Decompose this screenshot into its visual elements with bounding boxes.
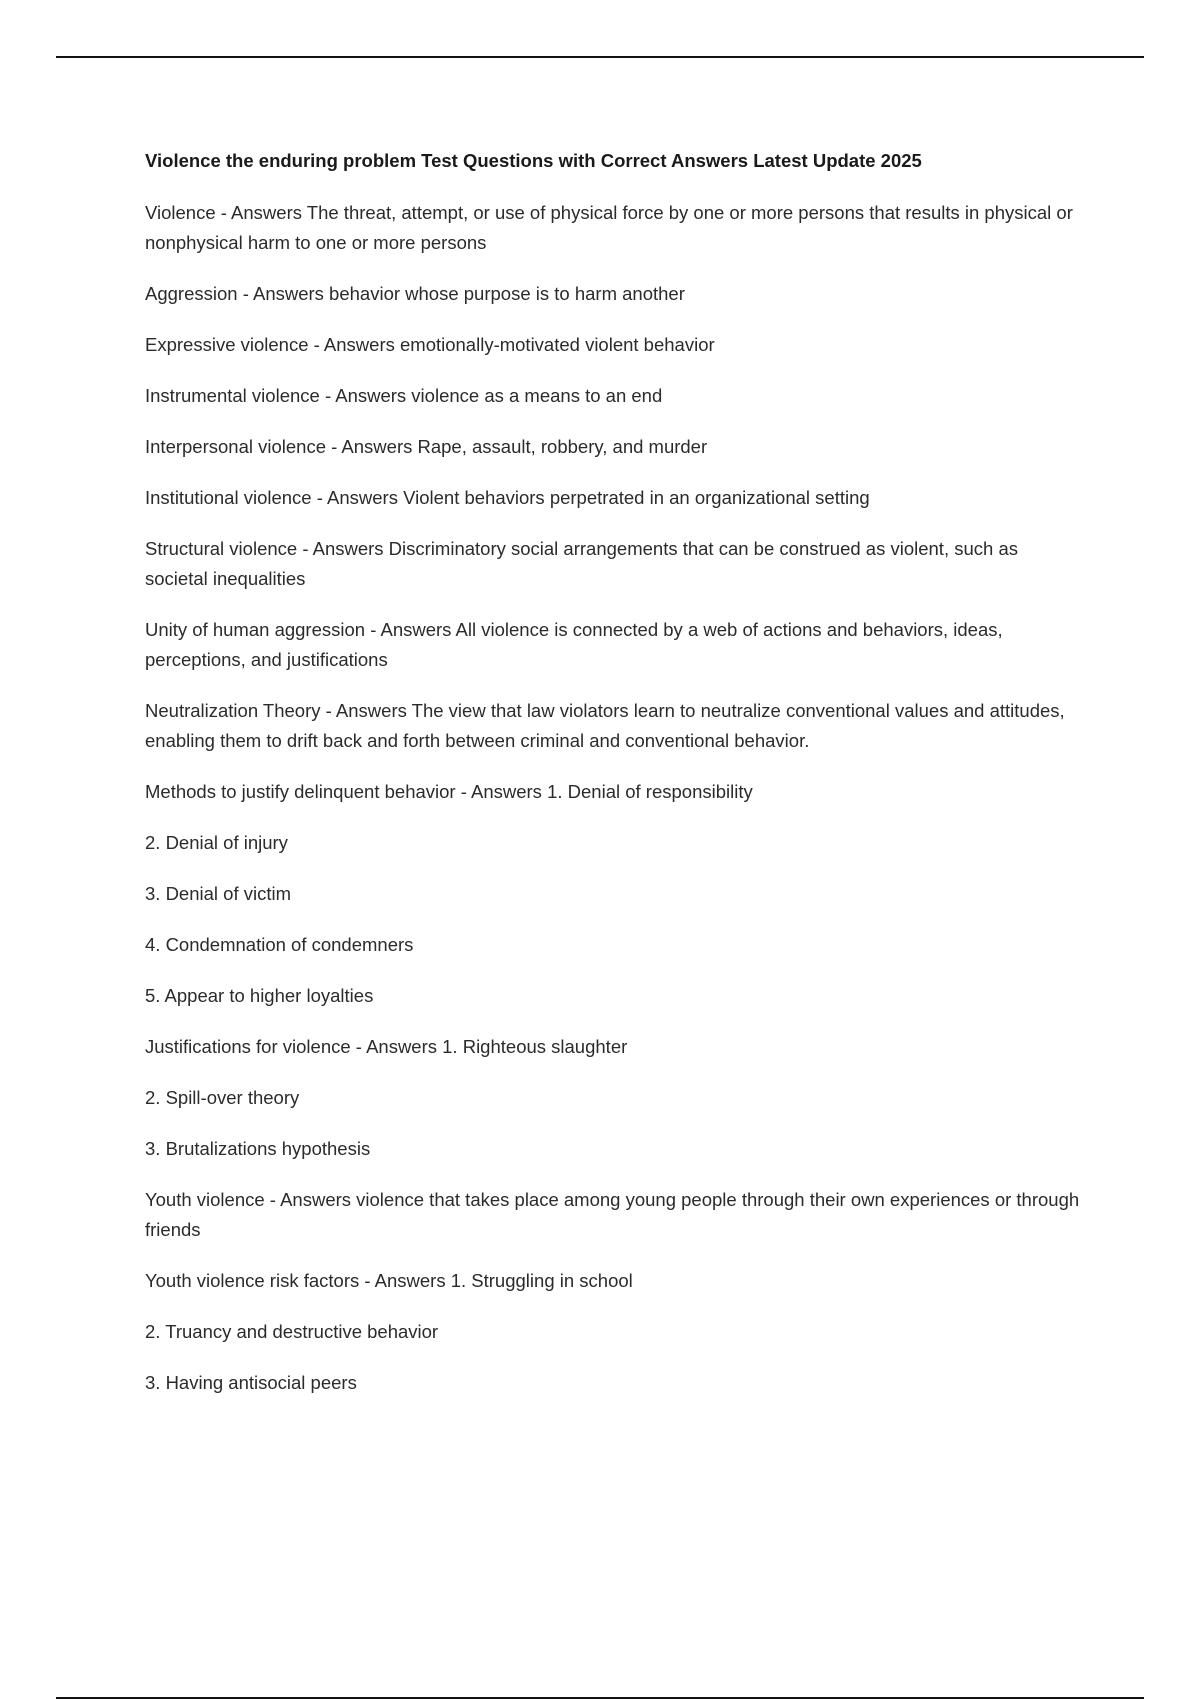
paragraph-youth-violence-risk-factors: Youth violence risk factors - Answers 1. Struggling in school	[145, 1270, 633, 1291]
paragraph-neutralization-theory: Neutralization Theory - Answers The view that law violators learn to neutralize conventional values and attitudes, enabling them to drift back and forth between criminal and conventional behavior.	[145, 700, 1065, 751]
list-item: 3. Having antisocial peers	[145, 1372, 357, 1393]
header-rule	[56, 56, 1144, 58]
paragraph-structural-violence: Structural violence - Answers Discriminatory social arrangements that can be construed as violent, such as societal inequalities	[145, 538, 1018, 589]
list-item: 2. Denial of injury	[145, 832, 288, 853]
paragraph-violence: Violence - Answers The threat, attempt, or use of physical force by one or more persons that results in physical or nonphysical harm to one or more persons	[145, 202, 1073, 253]
paragraph-interpersonal-violence: Interpersonal violence - Answers Rape, assault, robbery, and murder	[145, 436, 708, 457]
document-title: Violence the enduring problem Test Questions with Correct Answers Latest Update 2025	[145, 150, 922, 171]
list-item: 3. Brutalizations hypothesis	[145, 1138, 371, 1159]
list-item: 5. Appear to higher loyalties	[145, 985, 374, 1006]
paragraph-justifications-for-violence: Justifications for violence - Answers 1. Righteous slaughter	[145, 1036, 628, 1057]
paragraph-aggression: Aggression - Answers behavior whose purpose is to harm another	[145, 283, 685, 304]
list-item: 3. Denial of victim	[145, 883, 291, 904]
list-item: 2. Truancy and destructive behavior	[145, 1321, 439, 1342]
list-item: 4. Condemnation of condemners	[145, 934, 414, 955]
footer-rule	[56, 1697, 1144, 1699]
paragraph-methods-to-justify: Methods to justify delinquent behavior - Answers 1. Denial of responsibility	[145, 781, 753, 802]
paragraph-instrumental-violence: Instrumental violence - Answers violence as a means to an end	[145, 385, 663, 406]
list-item: 2. Spill-over theory	[145, 1087, 300, 1108]
paragraph-institutional-violence: Institutional violence - Answers Violent behaviors perpetrated in an organizational setting	[145, 487, 870, 508]
paragraph-unity-of-human-aggression: Unity of human aggression - Answers All violence is connected by a web of actions and behaviors, ideas, perceptions, and justifications	[145, 619, 1003, 670]
document-body	[145, 146, 1085, 1419]
paragraph-youth-violence: Youth violence - Answers violence that takes place among young people through their own experiences or through friends	[145, 1189, 1080, 1240]
paragraph-expressive-violence: Expressive violence - Answers emotionally-motivated violent behavior	[145, 334, 715, 355]
